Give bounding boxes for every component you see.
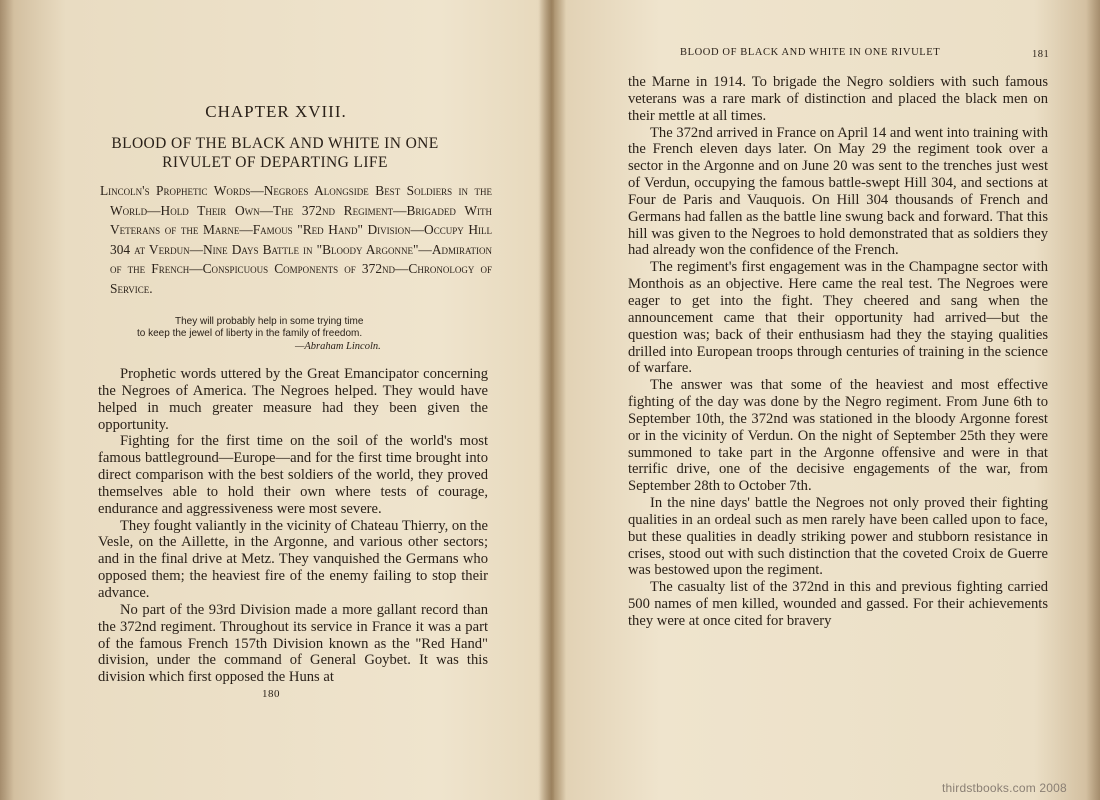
epigraph-line-1: They will probably help in some trying time	[175, 316, 364, 327]
paragraph-continuation: the Marne in 1914. To brigade the Negro soldiers with such famous veterans was a rare mark of distinction and placed the black men on their mettle at all times.	[628, 74, 1048, 124]
right-body-text	[628, 74, 1048, 630]
paragraph: The regiment's first engagement was in the Champagne sector with Monthois as an objective. Here came the real test. The Negroes were eager to get into the fight. They cheered and sang when the announcement came that their opportunity had arrived—but the question was; back of their enthusiasm had they the staying qualities drilled into European troops through centuries of training in the science of warfare.	[628, 259, 1048, 377]
paragraph: Fighting for the first time on the soil of the world's most famous battleground—Europe—and for the first time brought into direct comparison with the best soldiers of the world, they proved themselves able to hold their own where tests of courage, endurance and aggressiveness were most severe.	[98, 433, 488, 517]
paragraph: In the nine days' battle the Negroes not only proved their fighting qualities in an ordeal such as men rarely have been called upon to face, but these qualities in deadly striking power and stubborn resistance in crises, stood out with such distinction that the coveted Croix de Guerre was bestowed upon the regiment.	[628, 495, 1048, 579]
epigraph-attribution: —Abraham Lincoln.	[295, 341, 381, 352]
page-number: 181	[1032, 49, 1050, 60]
paragraph: The answer was that some of the heaviest and most effective fighting of the day was done by the Negro regiment. From June 6th to September 10th, the 372nd was stationed in the bloody Argonne forest or in the vicinity of Verdun. On the night of September 25th they were summoned to take part in the Argonne offensive and were in that terrific drive, one of the decisive engagements of the war, from September 28th to October 7th.	[628, 377, 1048, 495]
paragraph: Prophetic words uttered by the Great Emancipator concerning the Negroes of America. The Negroes helped. They would have helped in much greater measure had they been given the opportunity.	[98, 366, 488, 433]
running-head: BLOOD OF BLACK AND WHITE IN ONE RIVULET	[680, 47, 941, 58]
chapter-title: CHAPTER XVIII.	[205, 102, 347, 121]
right-page	[552, 0, 1100, 800]
page-number: 180	[262, 688, 280, 700]
paragraph: The casualty list of the 372nd in this and previous fighting carried 500 names of men killed, wounded and gassed. For their achievements they were at once cited for bravery	[628, 579, 1048, 629]
epigraph-line-2: to keep the jewel of liberty in the family of freedom.	[137, 328, 363, 339]
chapter-heading-line-2: RIVULET OF DEPARTING LIFE	[162, 154, 388, 171]
chapter-synopsis: Lincoln's Prophetic Words—Negroes Alongside Best Soldiers in the World—Hold Their Own—The 372nd Regiment—Brigaded With Veterans of the Marne—Famous "Red Hand" Division—Occupy Hill 304 at Verdun—Nine Days Battle in "Bloody Argonne"—Admiration of the French—Conspicuous Components of 372nd—Chronology of Service.	[100, 183, 492, 296]
paragraph: The 372nd arrived in France on April 14 and went into training with the French eleven days later. On May 29 the regiment took over a sector in the Argonne and on June 20 was sent to the trenches just west of Verdun, occupying the famous battle-swept Hill 304, and sections at Four de Paris and Vauquois. On Hill 304 thousands of French and Germans had fallen as the battle line swung back and forward. That this hill was given to the Negroes to hold demonstrated that as soldiers they had already won the confidence of the French.	[628, 124, 1048, 259]
paragraph: They fought valiantly in the vicinity of Chateau Thierry, on the Vesle, on the Aillette, in the Argonne, and various other sectors; and in the final drive at Metz. They vanquished the Germans who opposed them; the heaviest fire of the enemy failing to stop their advance.	[98, 517, 488, 601]
watermark-text: thirdstbooks.com 2008	[942, 781, 1067, 795]
chapter-heading-line-1: BLOOD OF THE BLACK AND WHITE IN ONE	[111, 135, 439, 152]
left-body-text	[98, 366, 488, 686]
paragraph: No part of the 93rd Division made a more gallant record than the 372nd regiment. Throughout its service in France it was a part of the famous French 157th Division known as the "Red Hand" division, under the command of General Goybet. It was this division which first opposed the Huns at	[98, 601, 488, 686]
